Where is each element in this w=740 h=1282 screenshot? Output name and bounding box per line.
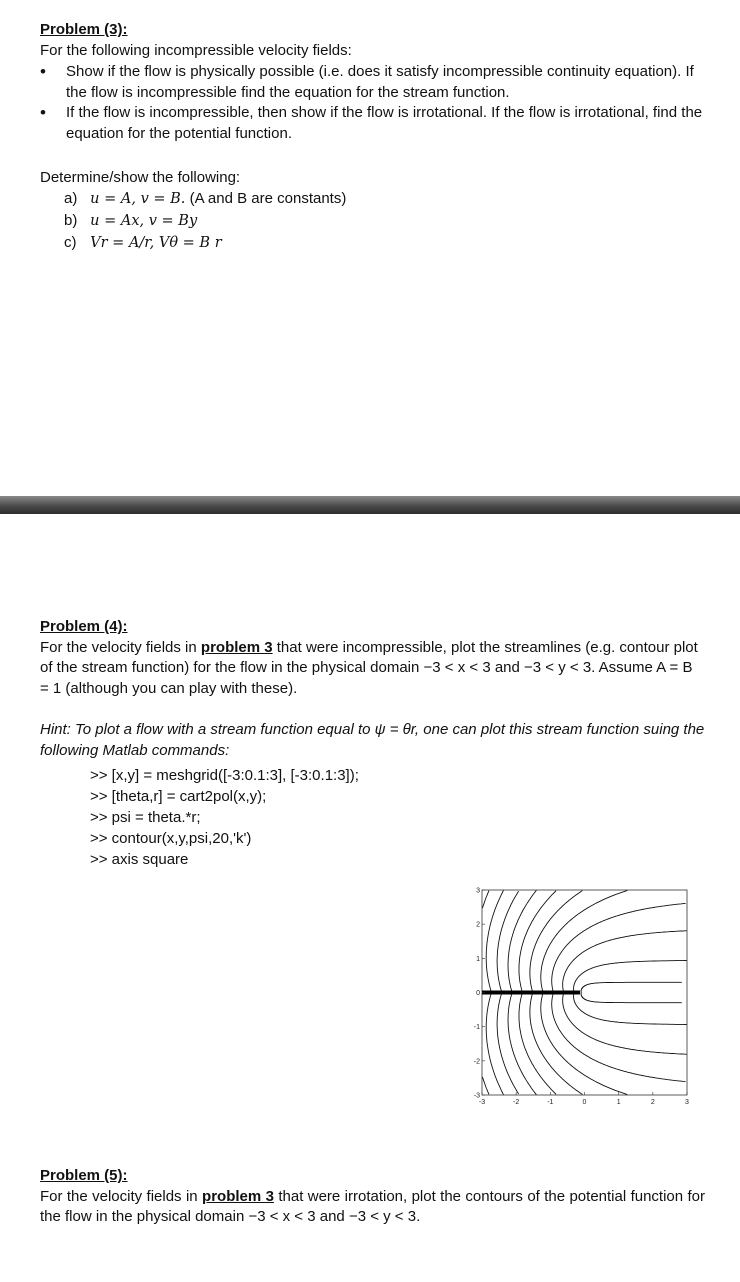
bullet-item: • If the flow is incompressible, then show if the flow is irrotational. If the flow is irrotational, find the equation for the potential function.: [40, 103, 710, 144]
problem-3-intro: For the following incompressible velocity fields:: [40, 41, 352, 59]
contour-line: [508, 890, 536, 992]
contour-line: [530, 993, 583, 1095]
bullet-item: • Show if the flow is physically possible (i.e. does it satisfy incompressible continuity equation). If the flow is incompressible find the equation for the stream function.: [40, 62, 710, 103]
contour-line: [563, 931, 687, 993]
problem-3-bullets: [40, 62, 710, 144]
contour-line: [519, 891, 556, 993]
code-line: >> axis square: [90, 851, 189, 868]
streamline-contour-plot: [455, 885, 705, 1125]
problem-4-hint: Hint: To plot a flow with a stream function equal to ψ = θr, one can plot this stream function suing the following Matlab commands:: [40, 721, 705, 759]
y-tick-label: -1: [473, 1024, 480, 1032]
x-tick-label: 1: [616, 1099, 621, 1106]
matlab-code: [90, 765, 359, 870]
x-tick-label: -3: [478, 1099, 486, 1106]
problem-5-title: Problem (5):: [40, 1167, 128, 1184]
problem-3-link[interactable]: problem 3: [202, 1187, 274, 1205]
problem-4-title: Problem (4):: [40, 618, 128, 635]
contour-line: [552, 903, 686, 992]
page-separator: [0, 496, 740, 514]
contour-line: [530, 891, 583, 993]
y-tick-label: 1: [476, 955, 480, 963]
contour-line: [508, 993, 536, 1095]
x-tick-label: -2: [513, 1099, 520, 1106]
contour-line: [541, 993, 628, 1095]
item-b: b) u = Ax, v = By: [64, 212, 198, 229]
x-tick-label: -1: [547, 1099, 554, 1106]
x-tick-label: 0: [582, 1099, 587, 1106]
contour-line: [497, 891, 518, 992]
contour-line: [574, 961, 687, 993]
contour-line: [563, 993, 687, 1055]
code-line: >> contour(x,y,psi,20,'k'): [90, 830, 252, 847]
code-line: >> [theta,r] = cart2pol(x,y);: [90, 788, 267, 805]
x-tick-label: 3: [685, 1099, 689, 1106]
contour-line: [581, 993, 682, 1003]
contour-line: [552, 993, 686, 1082]
contour-line: [486, 993, 503, 1095]
y-tick-label: 0: [476, 990, 480, 997]
y-tick-label: -2: [473, 1058, 480, 1066]
contour-line: [486, 890, 503, 992]
y-tick-label: 3: [476, 887, 480, 895]
problem-3: [40, 20, 710, 144]
contour-line: [482, 1077, 489, 1094]
code-line: >> [x,y] = meshgrid([-3:0.1:3], [-3:0.1:3]);: [90, 767, 359, 784]
y-tick-label: 2: [476, 921, 480, 929]
problem-4-text: For the velocity fields in problem 3 that were incompressible, plot the streamlines (e.g. contour plot of the stream function) for the flow in the physical domain −3 < x < 3 and −3 < y < 3. Assume A = B = 1 (although you can play with these).: [40, 638, 698, 697]
determine-heading: Determine/show the following:: [40, 169, 241, 186]
contour-line: [482, 891, 489, 908]
code-line: >> psi = theta.*r;: [90, 809, 201, 826]
contour-line: [519, 993, 556, 1095]
item-c: c) Vr = A/r, Vθ = B r: [64, 234, 222, 251]
problem-3-items: [64, 188, 346, 254]
contour-line: [574, 993, 687, 1025]
problem-3-link[interactable]: problem 3: [200, 638, 273, 656]
contour-line: [581, 982, 682, 992]
x-tick-label: 2: [650, 1099, 655, 1106]
problem-4: [40, 617, 705, 699]
problem-5-text: For the velocity fields in problem 3 that were irrotation, plot the contours of the potential function for the flow in the physical domain −3 < x < 3 and −3 < y < 3.: [40, 1187, 706, 1225]
contour-line: [497, 993, 518, 1094]
item-a: a) u = A, v = B. (A and B are constants): [64, 190, 347, 207]
problem-5: [40, 1166, 705, 1228]
problem-3-title: Problem (3):: [40, 21, 128, 38]
y-tick-label: -3: [473, 1092, 480, 1100]
contour-line: [541, 891, 628, 993]
